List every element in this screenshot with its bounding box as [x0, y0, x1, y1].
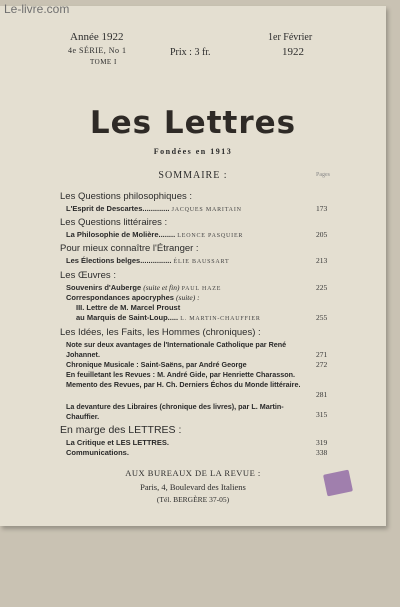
ink-stamp-mark	[323, 470, 353, 497]
toc-page-number: 255	[316, 313, 328, 322]
toc-entry: Correspondances apocryphes (suite) :	[66, 293, 200, 302]
toc-page-number: 315	[316, 410, 328, 419]
toc-section-heading: En marge des LETTRES :	[60, 424, 182, 436]
issue-year: 1922	[282, 46, 304, 58]
toc-entry: L'Esprit de Descartes............. JACQUES MARITAIN	[66, 204, 242, 213]
toc-page-number: 225	[316, 283, 328, 292]
toc-entry: III. Lettre de M. Marcel Proust	[76, 303, 181, 312]
publisher-phone: (Tél. BERGÈRE 37-05)	[156, 495, 230, 504]
price-label: Prix : 3 fr.	[170, 47, 211, 58]
publisher-heading: AUX BUREAUX DE LA REVUE :	[125, 468, 261, 478]
toc-entry: En feuilletant les Revues : M. André Gide, par Henriette Charasson. Memento des Revues, par H. Ch. Derniers Échos du Monde littéraire.	[66, 370, 301, 389]
tome-label: TOME I	[90, 58, 117, 66]
magazine-title: Les Lettres	[89, 105, 297, 141]
issue-date: 1er Février	[268, 32, 313, 43]
toc-entry: La Philosophie de Molière........ LEONCE PASQUIER	[66, 230, 244, 239]
toc-page-number: 272	[316, 360, 328, 369]
toc-entry: Chronique Musicale : Saint-Saëns, par André George	[66, 360, 247, 369]
toc-section-heading: Les Questions philosophiques :	[60, 191, 193, 202]
pages-column-label: Pages	[316, 172, 330, 178]
toc-page-number: 173	[316, 204, 328, 213]
magazine-cover	[0, 6, 386, 526]
toc-entry-author: PAUL HAZE	[181, 286, 222, 292]
toc-page-number: 281	[316, 390, 328, 399]
annee-label: Année 1922	[70, 31, 124, 43]
toc-section-heading: Les Idées, les Faits, les Hommes (chroniques) :	[60, 327, 261, 338]
toc-entry: Note sur deux avantages de l'Internationale Catholique par René Johannet.	[66, 340, 287, 359]
toc-entry: La devanture des Libraires (chronique des livres), par L. Martin-Chauffier.	[66, 402, 284, 421]
toc-section-heading: Les Œuvres :	[60, 270, 116, 281]
sommaire-heading: SOMMAIRE :	[158, 170, 228, 181]
watermark-text: Le-livre.com	[4, 2, 70, 16]
toc-entry: au Marquis de Saint-Loup..... L. MARTIN-CHAUFFIER	[76, 313, 261, 322]
toc-entry: Les Élections belges............... ÉLIE BAUSSART	[66, 256, 230, 265]
toc-entry-author: ÉLIE BAUSSART	[173, 259, 230, 265]
toc-entry: Communications.	[66, 448, 129, 457]
toc-entry-author: L. MARTIN-CHAUFFIER	[180, 316, 261, 322]
toc-page-number: 271	[316, 350, 328, 359]
founded-subtitle: Fondées en 1913	[153, 147, 233, 156]
toc-page-number: 319	[316, 438, 328, 447]
toc-page-number: 338	[316, 448, 328, 457]
toc-entry: Souvenirs d'Auberge (suite et fin) PAUL HAZE	[66, 283, 222, 292]
toc-page-number: 213	[316, 256, 328, 265]
publisher-address: Paris, 4, Boulevard des Italiens	[140, 482, 246, 492]
toc-page-number: 205	[316, 230, 328, 239]
toc-section-heading: Pour mieux connaître l'Étranger :	[60, 243, 199, 254]
toc-entry: La Critique et LES LETTRES.	[66, 438, 169, 447]
toc-entry-author: JACQUES MARITAIN	[171, 207, 242, 213]
serie-label: 4e SÉRIE, No 1	[68, 46, 127, 55]
toc-section-heading: Les Questions littéraires :	[60, 217, 168, 228]
toc-entry-author: LEONCE PASQUIER	[177, 233, 244, 239]
